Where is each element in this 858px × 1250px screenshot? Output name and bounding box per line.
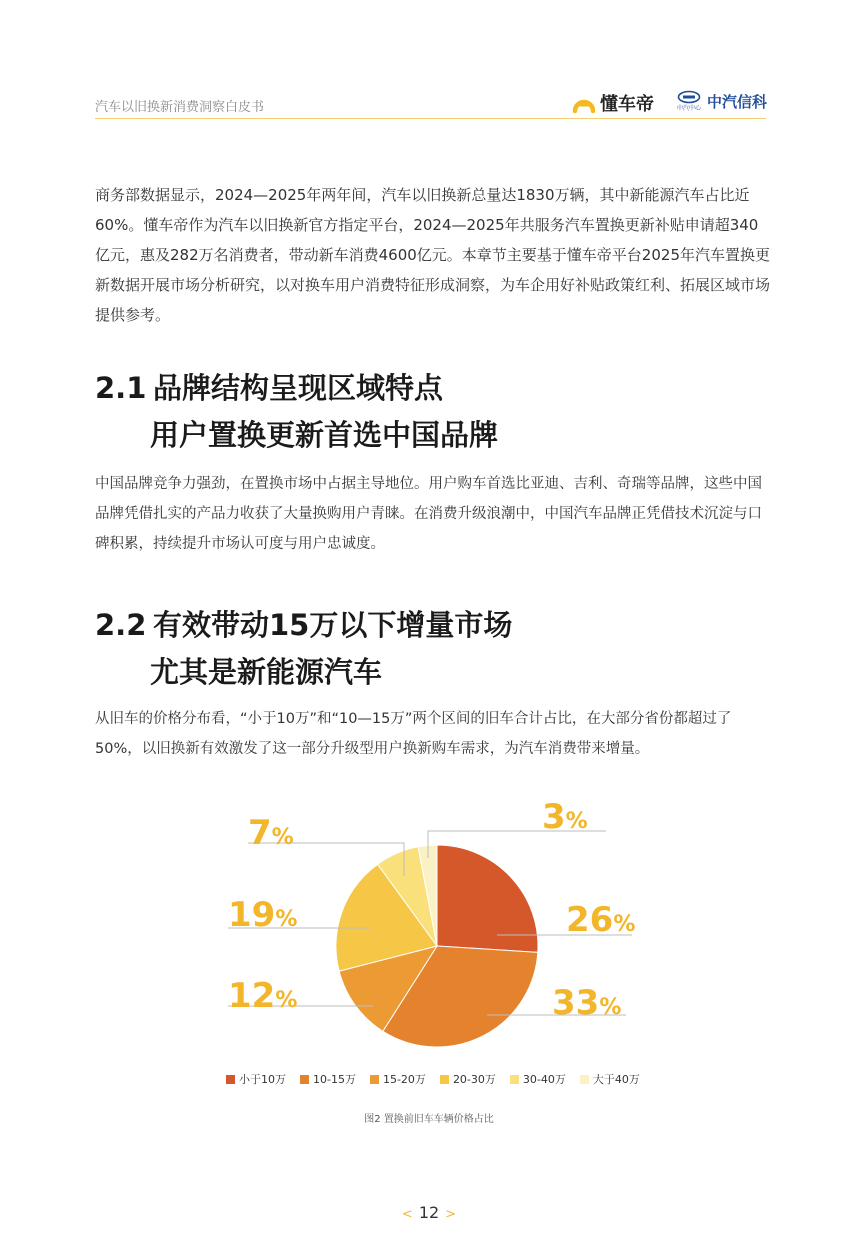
legend-swatch [370,1075,379,1084]
legend-label: 15-20万 [382,1073,426,1086]
dongchedi-logo-text: 懂车帝 [600,94,654,115]
legend-swatch [510,1075,519,1084]
section-2-2-subheading: 尤其是新能源汽车 [150,655,383,689]
chevron-left-icon: < [401,1207,413,1222]
zhongqi-logo-text: 中汽信科 [707,92,768,111]
page-number-text: 12 [418,1203,440,1222]
slice-value-label: 33% [552,983,622,1023]
legend-item [370,1071,426,1087]
page-number [0,1203,858,1222]
legend-item [440,1071,496,1087]
legend-swatch [300,1075,309,1084]
pie-slice-1 [437,845,538,952]
section-2-1-subheading: 用户置换更新首选中国品牌 [150,418,499,452]
legend-label: 30-40万 [522,1073,566,1086]
legend-item [510,1071,566,1087]
legend-label: 10-15万 [313,1073,356,1086]
chart-caption: 图2 置换前旧车车辆价格占比 [364,1114,494,1125]
slice-value-label: 7% [248,813,294,853]
slice-value-label: 26% [566,900,636,940]
chevron-right-icon: > [445,1207,457,1222]
legend-swatch [440,1075,449,1084]
slice-value-label: 12% [228,976,298,1016]
legend-swatch [226,1075,235,1084]
section-2-2-paragraph: 从旧车的价格分布看，“小于10万”和“10—15万”两个区间的旧车合计占比，在大部分省份都超过了50%，以旧换新有效激发了这一部分升级型用户换新购车需求，为汽车消费带来增量。 [95,711,732,757]
legend-item [226,1071,286,1087]
legend-label: 20-30万 [452,1073,496,1086]
slice-value-label: 19% [228,895,298,935]
chart-legend [226,1071,640,1087]
catarc-logo-small-text: 中汽中心 [677,105,701,112]
legend-item [580,1071,640,1087]
legend-item [300,1071,356,1087]
section-title-line1: 品牌结构呈现区域特点 [153,371,444,405]
section-number: 2.2 [95,608,147,642]
section-2-1-paragraph: 中国品牌竞争力强劲，在置换市场中占据主导地位。用户购车首选比亚迪、吉利、奇瑞等品牌，这些中国品牌凭借扎实的产品力收获了大量换购用户青睐。在消费升级浪潮中，中国汽车品牌正凭借技术沉淀与口碑积累，持续提升市场认可度与用户忠诚度。 [95,476,762,552]
section-number: 2.1 [95,371,147,405]
intro-paragraph: 商务部数据显示，2024—2025年两年间，汽车以旧换新总量达1830万辆，其中新能源汽车占比近60%。懂车帝作为汽车以旧换新官方指定平台，2024—2025年共服务汽车置换更新补贴申请超340亿元，惠及282万名消费者，带动新车消费4600亿元。本章节主要基于懂车帝平台2025年汽车置换更新数据开展市场分析研究，以对换车用户消费特征形成洞察，为车企用好补贴政策红利、拓展区域市场提供参考。 [95,186,771,324]
legend-swatch [580,1075,589,1084]
legend-label: 小于10万 [239,1073,286,1086]
header-title: 汽车以旧换新消费洞察白皮书 [95,100,265,115]
slice-value-label: 3% [542,797,588,837]
section-title-line1: 有效带动15万以下增量市场 [153,608,513,642]
legend-label: 大于40万 [592,1073,640,1086]
